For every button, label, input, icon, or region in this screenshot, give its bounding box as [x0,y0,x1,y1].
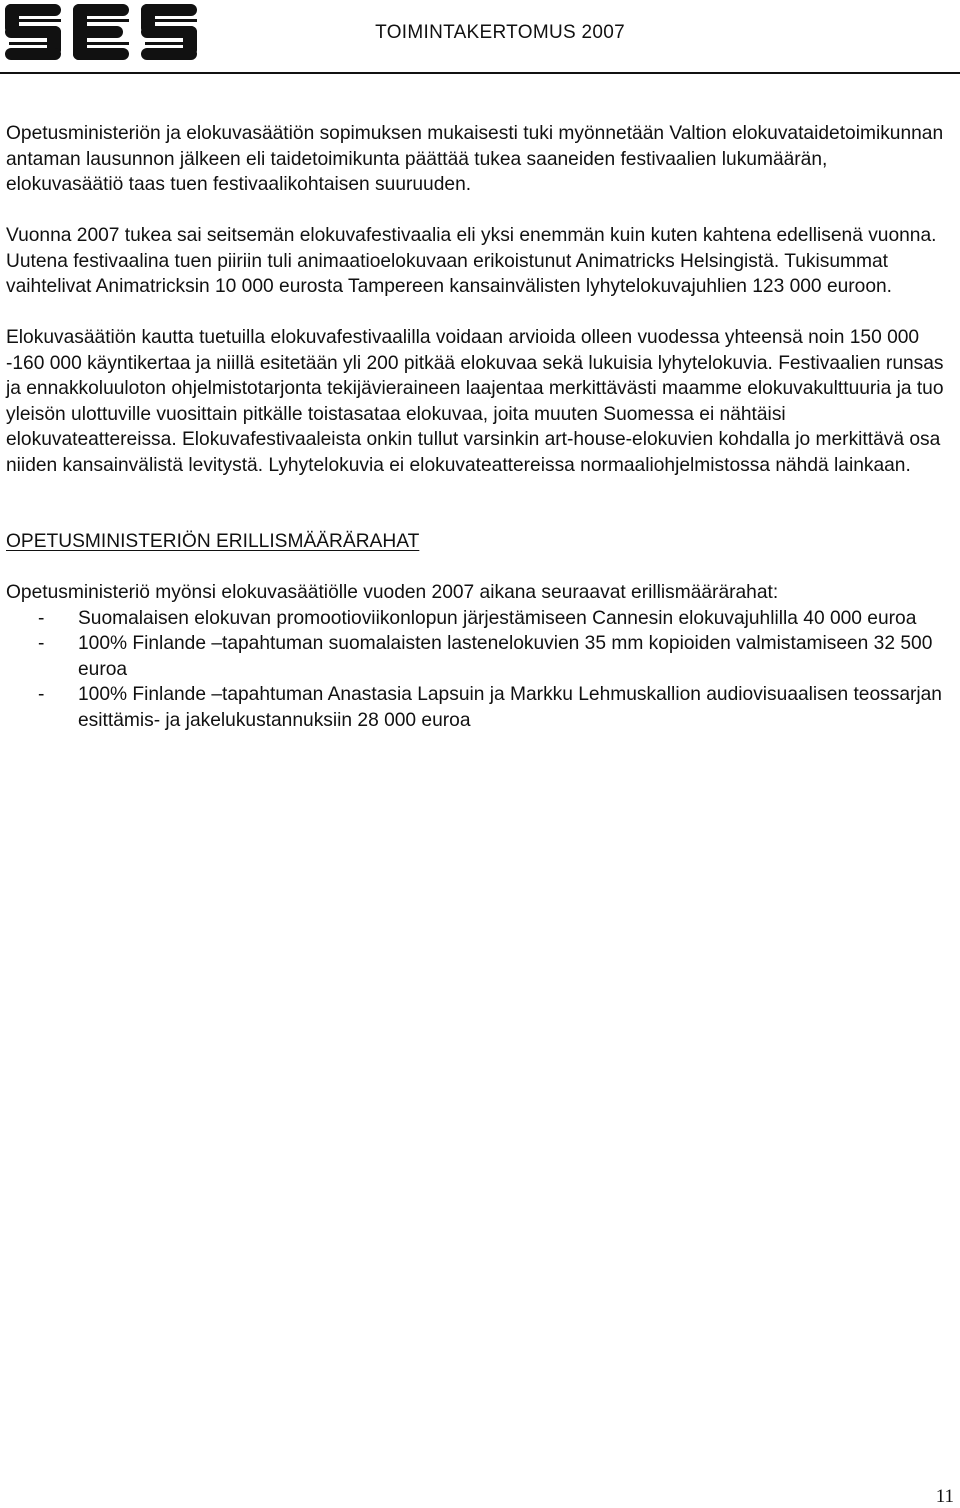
section-heading: OPETUSMINISTERIÖN ERILLISMÄÄRÄRAHAT [6,531,420,552]
list-item-text: 100% Finlande –tapahtuman Anastasia Lapsuin ja Markku Lehmuskallion audiovisuaalisen teossarjan esittämis- ja jakelukustannuksiin 28 000 euroa [78,684,942,731]
report-title: TOIMINTAKERTOMUS 2007 [375,22,625,43]
bullet-dash: - [38,684,45,705]
bullet-dash: - [38,607,45,629]
page-number: 11 [935,1486,954,1507]
paragraph-festivals-2007: Vuonna 2007 tukea sai seitsemän elokuvafestivaalia eli yksi enemmän kuin kuten kahtena edellisenä vuonna. Uutena festivaalina tuen piiriin tuli animaatioelokuvaan erikoistunut Animatricks Helsingistä. Tukisummat vaihtelivat Animatricksin 10 000 eurosta Tampereen kansainvälisten lyhytelokuvajuhlien 123 000 euroon. [6,225,937,297]
list-item [6,606,946,632]
page-header [0,0,960,76]
document-body [6,121,946,733]
ses-logo [5,2,197,62]
list-item-text: Suomalaisen elokuvan promootioviikonlopun järjestämiseen Cannesin elokuvajuhlilla 40 000 euroa [78,607,917,629]
list-item [6,631,946,682]
bullet-dash: - [38,633,45,654]
appropriations-list [6,606,946,734]
list-item-text: 100% Finlande –tapahtuman suomalaisten lastenelokuvien 35 mm kopioiden valmistamiseen 32 500 euroa [78,633,933,680]
paragraph-festival-impact: Elokuvasäätiön kautta tuetuilla elokuvafestivaalilla voidaan arvioida olleen vuodessa yhteensä noin 150 000 -160 000 käyntikertaa ja niillä esitetään yli 200 pitkää elokuvaa sekä lukuisia lyhytelokuvia. Festivaalien runsas ja ennakkoluuloton ohjelmistotarjonta tekijävieraineen laajentaa merkittävästi maamme elokuvakulttuuria ja tuo yleisön ulottuville vuosittain pitkälle toistasataa elokuvaa, joita muuten Suomessa ei nähtäisi elokuvateattereissa. Elokuvafestivaaleista onkin tullut varsinkin art-house-elokuvien kohdalla jo merkittävä osa niiden kansainvälistä levitystä. Lyhytelokuvia ei elokuvateattereissa normaaliohjelmistossa nähdä lainkaan. [6,327,944,476]
paragraph-funding-basis: Opetusministeriön ja elokuvasäätiön sopimuksen mukaisesti tuki myönnetään Valtion elokuvataidetoimikunnan antaman lausunnon jälkeen eli taidetoimikunta päättää tukea saaneiden festivaalien lukumäärän, elokuvasäätiö taas tuen festivaalikohtaisen suuruuden. [6,123,944,195]
header-divider [0,72,960,74]
section-intro: Opetusministeriö myönsi elokuvasäätiölle vuoden 2007 aikana seuraavat erillismäärärahat: [6,582,779,603]
list-item [6,682,946,733]
